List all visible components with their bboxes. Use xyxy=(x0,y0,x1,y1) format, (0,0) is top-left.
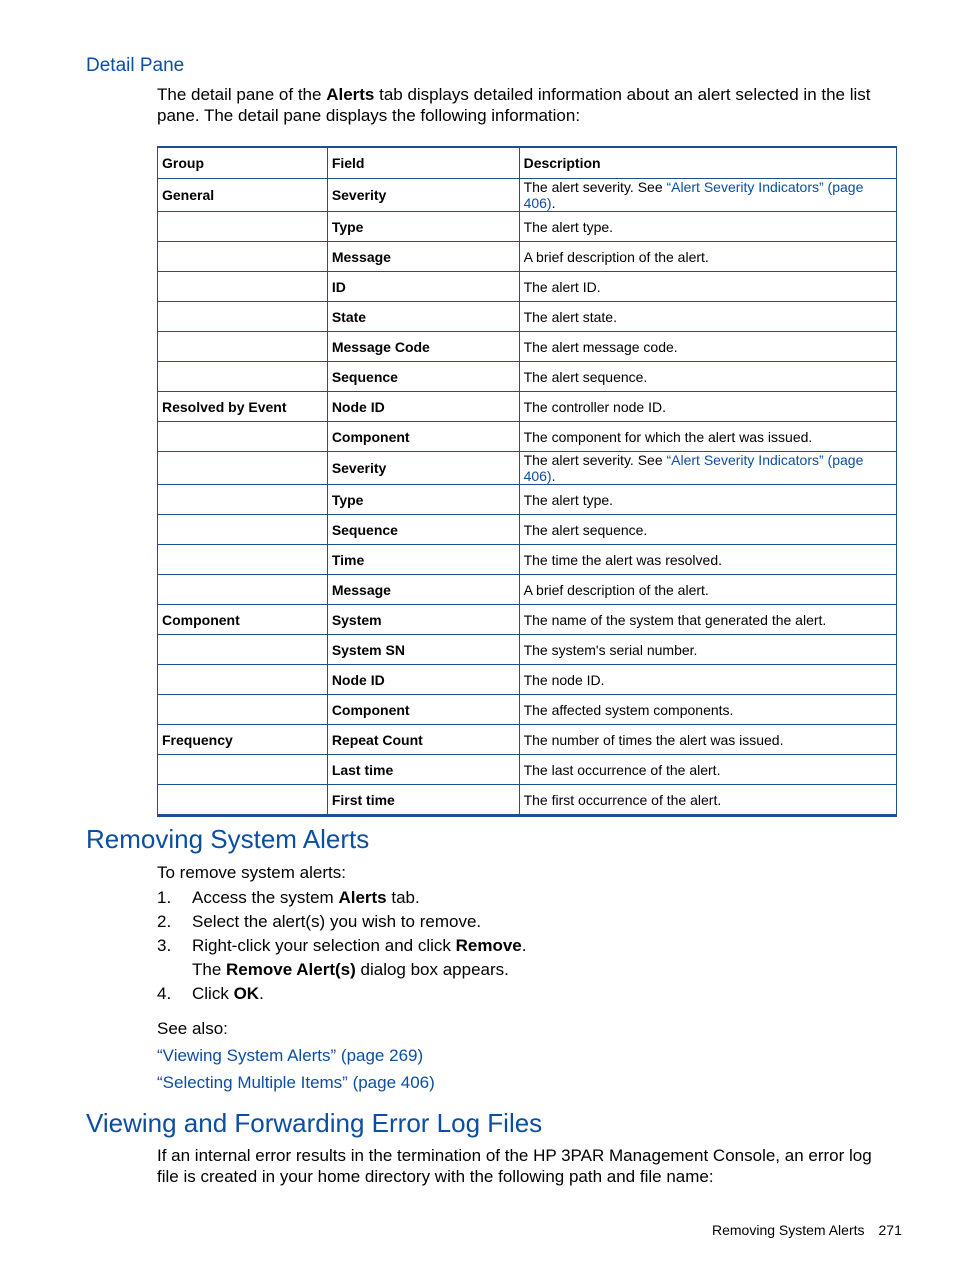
cell-description xyxy=(519,485,896,515)
cell-description xyxy=(519,605,896,635)
cell-description xyxy=(519,755,896,785)
cell-group xyxy=(158,515,328,545)
table-row xyxy=(158,179,897,212)
description-text: The alert state. xyxy=(523,308,617,325)
description-text: The component for which the alert was issued. xyxy=(523,428,813,445)
cell-field: System SN xyxy=(327,635,519,665)
cell-description xyxy=(519,392,896,422)
table-row xyxy=(158,392,897,422)
cell-group: Resolved by Event xyxy=(158,392,328,422)
cell-description xyxy=(519,695,896,725)
table-row xyxy=(158,272,897,302)
cell-description xyxy=(519,362,896,392)
table-row xyxy=(158,362,897,392)
section-heading-removing-system-alerts: Removing System Alerts xyxy=(86,824,370,854)
cell-field: Last time xyxy=(327,755,519,785)
cell-description xyxy=(519,545,896,575)
table-row xyxy=(158,635,897,665)
cell-group xyxy=(158,242,328,272)
cell-group: General xyxy=(158,179,328,212)
description-text: A brief description of the alert. xyxy=(523,581,709,598)
footer-section-title: Removing System Alerts xyxy=(712,1222,865,1238)
cell-group xyxy=(158,545,328,575)
column-header-description: Description xyxy=(519,147,896,179)
cell-field: Message xyxy=(327,242,519,272)
step-number: 3. xyxy=(157,936,172,955)
cell-description xyxy=(519,785,896,816)
detail-pane-table xyxy=(157,146,897,817)
description-text-post: . xyxy=(551,468,556,484)
table-row xyxy=(158,242,897,272)
list-item xyxy=(157,934,526,958)
cell-group xyxy=(158,695,328,725)
table-row xyxy=(158,485,897,515)
viewing-paragraph: If an internal error results in the termination of the HP 3PAR Management Console, an error log file is created in your home directory with the following path and file name: xyxy=(157,1146,872,1186)
description-text: The affected system components. xyxy=(523,701,734,718)
footer-page-number: 271 xyxy=(878,1222,902,1238)
cell-group xyxy=(158,302,328,332)
cell-description xyxy=(519,332,896,362)
cell-description xyxy=(519,725,896,755)
cross-reference-link[interactable]: “Alert Severity Indicators” (page 406) xyxy=(523,452,864,484)
step-text: tab. xyxy=(386,888,420,907)
step-number: 1. xyxy=(157,888,172,907)
see-also-link-selecting-multiple-items[interactable]: “Selecting Multiple Items” (page 406) xyxy=(157,1073,435,1092)
step-bold: OK xyxy=(233,984,260,1003)
description-text: The system's serial number. xyxy=(523,641,698,658)
step-bold: Remove xyxy=(455,936,522,955)
cell-field: Sequence xyxy=(327,362,519,392)
description-text: The alert type. xyxy=(523,491,614,508)
cell-description xyxy=(519,179,896,212)
column-header-field: Field xyxy=(327,147,519,179)
cell-field: Severity xyxy=(327,179,519,212)
cell-group xyxy=(158,665,328,695)
column-header-group: Group xyxy=(158,147,328,179)
cell-field: Component xyxy=(327,695,519,725)
cell-field: State xyxy=(327,302,519,332)
table-row xyxy=(158,575,897,605)
intro-text-post: tab displays detailed information about an alert selected in the list pane. The detail pane displays the following information: xyxy=(157,85,871,125)
cell-field: Time xyxy=(327,545,519,575)
table-row xyxy=(158,785,897,816)
description-text: The alert type. xyxy=(523,218,614,235)
description-text: The alert ID. xyxy=(523,278,601,295)
section-heading-detail-pane: Detail Pane xyxy=(86,55,185,76)
step-text: Select the alert(s) you wish to remove. xyxy=(192,912,482,931)
cell-group xyxy=(158,332,328,362)
cell-group xyxy=(158,272,328,302)
table-row xyxy=(158,665,897,695)
step-text: Click xyxy=(192,984,234,1003)
cell-field: ID xyxy=(327,272,519,302)
list-item xyxy=(157,886,526,910)
table-row xyxy=(158,605,897,635)
description-text-post: . xyxy=(551,195,556,211)
cell-field: System xyxy=(327,605,519,635)
note-text: The xyxy=(192,960,227,979)
list-item xyxy=(157,910,526,934)
description-text: The alert sequence. xyxy=(523,368,648,385)
table-row xyxy=(158,545,897,575)
intro-text-bold: Alerts xyxy=(326,85,375,104)
cell-description xyxy=(519,272,896,302)
cell-group xyxy=(158,452,328,485)
step-number: 4. xyxy=(157,984,172,1003)
cell-group xyxy=(158,422,328,452)
cell-group xyxy=(158,575,328,605)
cell-group: Component xyxy=(158,605,328,635)
table-row xyxy=(158,212,897,242)
note-bold: Remove Alert(s) xyxy=(226,960,356,979)
description-text: The first occurrence of the alert. xyxy=(523,791,722,808)
description-text: The name of the system that generated the alert. xyxy=(523,611,827,628)
cell-group xyxy=(158,635,328,665)
cell-group xyxy=(158,785,328,816)
cell-description xyxy=(519,665,896,695)
table-header-row xyxy=(158,147,897,179)
cell-description xyxy=(519,422,896,452)
step-text: . xyxy=(259,984,264,1003)
cell-field: Type xyxy=(327,212,519,242)
cell-field: Node ID xyxy=(327,665,519,695)
step-text: Access the system xyxy=(192,888,339,907)
table-row xyxy=(158,695,897,725)
table-row xyxy=(158,422,897,452)
cell-field: Component xyxy=(327,422,519,452)
cell-group xyxy=(158,212,328,242)
cross-reference-link[interactable]: “Alert Severity Indicators” (page 406) xyxy=(523,179,864,211)
section-heading-viewing-forwarding-error-logs: Viewing and Forwarding Error Log Files xyxy=(86,1108,543,1138)
cell-field: Sequence xyxy=(327,515,519,545)
table-row xyxy=(158,725,897,755)
detail-pane-intro xyxy=(157,84,887,126)
cell-group: Frequency xyxy=(158,725,328,755)
cell-field: First time xyxy=(327,785,519,816)
cell-field: Repeat Count xyxy=(327,725,519,755)
cell-description xyxy=(519,302,896,332)
page-footer xyxy=(712,1222,902,1238)
cell-field: Message Code xyxy=(327,332,519,362)
description-text: The alert message code. xyxy=(523,338,678,355)
cell-group xyxy=(158,485,328,515)
note-text: dialog box appears. xyxy=(355,960,509,979)
removing-steps-list xyxy=(157,886,526,1006)
cell-field: Message xyxy=(327,575,519,605)
cell-description xyxy=(519,515,896,545)
table-row xyxy=(158,332,897,362)
cell-description xyxy=(519,242,896,272)
cell-field: Node ID xyxy=(327,392,519,422)
step-text: Right-click your selection and click xyxy=(192,936,456,955)
step-bold: Alerts xyxy=(338,888,387,907)
cell-description xyxy=(519,635,896,665)
cell-group xyxy=(158,362,328,392)
step-note xyxy=(157,958,526,982)
step-text: . xyxy=(521,936,527,955)
removing-intro: To remove system alerts: xyxy=(157,863,346,882)
step-number: 2. xyxy=(157,912,172,931)
description-text: A brief description of the alert. xyxy=(523,248,709,265)
cell-description xyxy=(519,212,896,242)
cell-description xyxy=(519,452,896,485)
description-text: The time the alert was resolved. xyxy=(523,551,722,568)
see-also-link-viewing-system-alerts[interactable]: “Viewing System Alerts” (page 269) xyxy=(157,1046,424,1065)
description-text: The last occurrence of the alert. xyxy=(523,761,721,778)
description-text: The alert severity. See xyxy=(523,179,667,195)
cell-group xyxy=(158,755,328,785)
see-also-label: See also: xyxy=(157,1019,228,1038)
description-text: The number of times the alert was issued. xyxy=(523,731,784,748)
cell-field: Type xyxy=(327,485,519,515)
cell-field: Severity xyxy=(327,452,519,485)
cell-description xyxy=(519,575,896,605)
list-item xyxy=(157,982,526,1006)
table-row xyxy=(158,755,897,785)
table-row xyxy=(158,515,897,545)
description-text: The alert severity. See xyxy=(523,452,667,468)
description-text: The controller node ID. xyxy=(523,398,666,415)
table-row xyxy=(158,302,897,332)
intro-text-pre: The detail pane of the xyxy=(157,85,327,104)
description-text: The node ID. xyxy=(523,671,605,688)
table-row xyxy=(158,452,897,485)
description-text: The alert sequence. xyxy=(523,521,648,538)
